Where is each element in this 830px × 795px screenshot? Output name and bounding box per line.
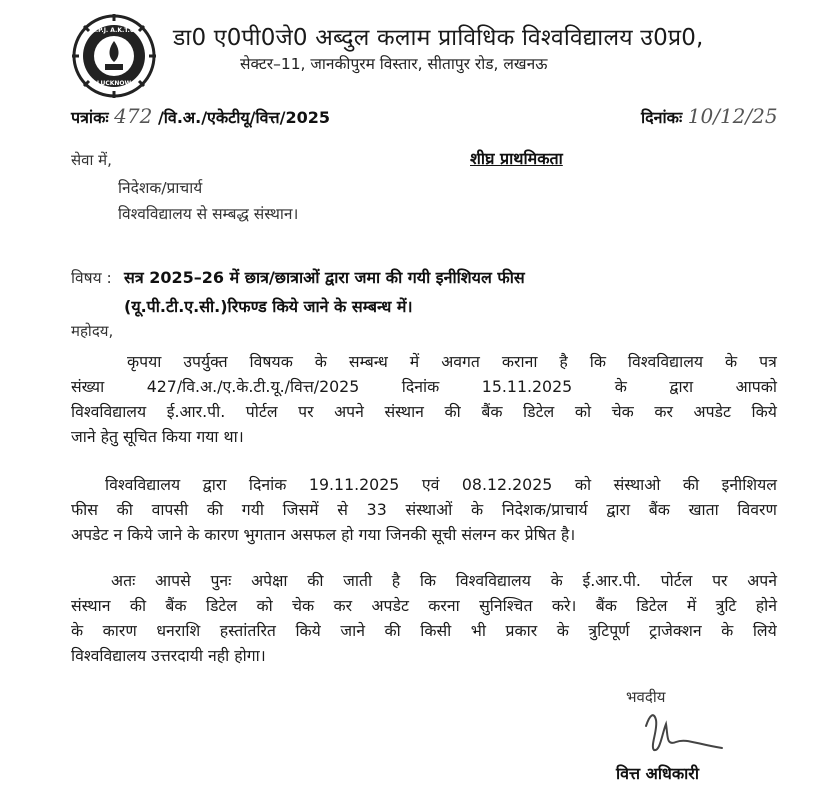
signatory-designation: वित्त अधिकारी [616, 764, 699, 783]
paragraph-word: अपडेट [371, 596, 409, 615]
paragraph-line [71, 593, 777, 618]
paragraph-word: 19.11.2025 [308, 475, 400, 494]
paragraph-word: चेक [292, 596, 315, 615]
svg-text:LUCKNOW: LUCKNOW [96, 80, 132, 87]
paragraph-word: होने [755, 596, 777, 615]
paragraph-word: पोर्टल [245, 402, 278, 421]
paragraph-word: करे। [551, 596, 577, 615]
paragraph-word: के [614, 377, 627, 396]
paragraph-word: है [391, 571, 401, 590]
paragraph-line [71, 568, 777, 593]
paragraph-word: में [686, 596, 697, 615]
date-label: दिनांकः [641, 108, 683, 127]
paragraph-word: किये [751, 402, 777, 421]
paragraph-word: अपने [747, 571, 777, 590]
paragraph-word: 33 [366, 500, 387, 519]
paragraph-word: वापसी [151, 500, 189, 519]
paragraph-word: से [337, 500, 348, 519]
paragraph-word: के [721, 621, 734, 640]
paragraph-word: है [559, 352, 568, 371]
paragraph-word: संस्थाओ [613, 475, 661, 494]
paragraph-word: में [409, 352, 420, 371]
handwritten-date: 10/12/25 [687, 104, 778, 128]
body-paragraph-1 [71, 349, 777, 449]
paragraph-word: सुनिश्चित [479, 596, 533, 615]
paragraph-word: दिनांक [248, 475, 287, 494]
paragraph-word: अतः [111, 571, 136, 590]
body-paragraph-2 [71, 472, 777, 547]
paragraph-word: कि [589, 352, 606, 371]
paragraph-word: उपर्युक्त [183, 352, 228, 371]
paragraph-word: की [384, 621, 401, 640]
paragraph-word: फीस [71, 500, 98, 519]
paragraph-word: किये [295, 621, 321, 640]
paragraph-word: विश्वविद्यालय [455, 571, 531, 590]
paragraph-word: की [116, 500, 133, 519]
paragraph-word: भी [470, 621, 486, 640]
body-paragraph-3 [71, 568, 777, 668]
paragraph-word: की [129, 596, 147, 615]
paragraph-word: गयी [241, 500, 264, 519]
handwritten-reference-no: 472 [114, 104, 153, 128]
addressee-seva: सेवा में, [71, 151, 112, 169]
paragraph-word: के [725, 352, 738, 371]
paragraph-word: दिनांक [401, 377, 440, 396]
paragraph-line [71, 374, 777, 399]
paragraph-word: पोर्टल [660, 571, 693, 590]
paragraph-word: कराना [501, 352, 538, 371]
paragraph-word: 15.11.2025 [481, 377, 573, 396]
signature-image [636, 706, 726, 756]
paragraph-word: के [470, 500, 484, 519]
svg-text:A.P.J. A.K.T.U.: A.P.J. A.K.T.U. [91, 27, 137, 34]
paragraph-word: विश्वविद्यालय [105, 475, 181, 494]
paragraph-word: बैंक [595, 596, 617, 615]
paragraph-word: अपेक्षा [251, 571, 288, 590]
paragraph-word: विश्वविद्यालय [627, 352, 704, 371]
paragraph-word: विषयक [249, 352, 293, 371]
paragraph-word: ई.आर.पी. [582, 571, 641, 590]
reference-number [71, 104, 330, 128]
paragraph-word: पुनः [210, 571, 232, 590]
paragraph-line [71, 399, 777, 424]
paragraph-line [71, 497, 777, 522]
paragraph-word: कि [419, 571, 437, 590]
paragraph-word: के [71, 621, 84, 640]
university-address: सेक्टर–11, जानकीपुरम विस्तार, सीतापुर रोड, लखनऊ [240, 55, 548, 73]
paragraph-word: त्रुटि [715, 596, 737, 615]
paragraph-word: की [307, 571, 324, 590]
paragraph-word: द्वारा [606, 500, 631, 519]
paragraph-word: खाता [688, 500, 719, 519]
paragraph-word: ई.आर.पी. [166, 402, 226, 421]
paragraph-word: संस्थाओं [405, 500, 453, 519]
paragraph-word: द्वारा [202, 475, 227, 494]
paragraph-word: 427/वि.अ./ए.के.टी.यू./वित्त/2025 [146, 377, 360, 396]
paragraph-word: के [556, 621, 569, 640]
paragraph-word: कृपया [127, 352, 162, 371]
paragraph-word: करना [428, 596, 460, 615]
paragraph-word: को [574, 475, 592, 494]
addressee-line-1: निदेशक/प्राचार्य [118, 179, 203, 197]
subject-line-1: सत्र 2025–26 में छात्र/छात्राओं द्वारा जमा की गयी इनीशियल फीस [124, 268, 525, 287]
addressee-line-2: विश्वविद्यालय से सम्बद्ध संस्थान। [118, 205, 299, 223]
paragraph-word: किसी [420, 621, 452, 640]
paragraph-word: की [206, 500, 224, 519]
paragraph-word: अपडेट [693, 402, 731, 421]
priority-heading: शीघ्र प्राथमिकता [470, 149, 563, 168]
paragraph-word: डिटेल [636, 596, 668, 615]
paragraph-word: संस्थान [384, 402, 424, 421]
paragraph-word: की [444, 402, 461, 421]
letter-date [641, 104, 778, 128]
paragraph-word: द्वारा [669, 377, 694, 396]
paragraph-word: ट्राजेक्शन [649, 621, 702, 640]
reference-suffix: /वि.अ./एकेटीयू/वित्त/2025 [157, 108, 330, 127]
paragraph-last-line: जाने हेतु सूचित किया गया था। [71, 427, 244, 446]
paragraph-word: धनराशि [156, 621, 201, 640]
paragraph-word: विवरण [737, 500, 777, 519]
subject-label: विषय : [71, 269, 112, 287]
paragraph-word: संस्थान [71, 596, 111, 615]
paragraph-word: निदेशक/प्राचार्य [501, 500, 588, 519]
paragraph-word: बैंक [648, 500, 670, 519]
paragraph-word: की [682, 475, 700, 494]
paragraph-word: हस्तांतरित [219, 621, 276, 640]
paragraph-word: पर [298, 402, 314, 421]
paragraph-line [71, 349, 777, 374]
university-logo [72, 14, 156, 98]
subject-line-2: (यू.पी.टी.ए.सी.)रिफण्ड किये जाने के सम्बन्ध में। [124, 297, 413, 316]
paragraph-word: कर [654, 402, 673, 421]
reference-label: पत्रांकः [71, 108, 109, 127]
paragraph-last-line: विश्वविद्यालय उत्तरदायी नही होगा। [71, 646, 266, 665]
paragraph-word: जाने [340, 621, 365, 640]
paragraph-word: के [314, 352, 327, 371]
paragraph-word: जिसमें [282, 500, 319, 519]
university-name: डा0 ए0पी0जे0 अब्दुल कलाम प्राविधिक विश्वविद्यालय उ0प्र0, [173, 25, 704, 51]
paragraph-word: कर [333, 596, 353, 615]
paragraph-word: अवगत [441, 352, 480, 371]
paragraph-word: के [550, 571, 563, 590]
paragraph-word: कारण [102, 621, 137, 640]
paragraph-word: लिये [752, 621, 777, 640]
paragraph-word: प्रकार [505, 621, 538, 640]
paragraph-word: संख्या [71, 377, 105, 396]
paragraph-line [71, 618, 777, 643]
paragraph-word: आपको [735, 377, 777, 396]
closing-bhavdiya: भवदीय [626, 688, 666, 706]
paragraph-word: 08.12.2025 [461, 475, 553, 494]
paragraph-last-line: अपडेट न किये जाने के कारण भुगतान असफल हो गया जिनकी सूची संलग्न कर प्रेषित है। [71, 525, 576, 544]
paragraph-word: इनीशियल [721, 475, 777, 494]
paragraph-word: चेक [611, 402, 634, 421]
paragraph-word: पत्र [759, 352, 777, 371]
paragraph-word: त्रुटिपूर्ण [588, 621, 630, 640]
salutation: महोदय, [71, 322, 114, 340]
paragraph-word: एवं [421, 475, 440, 494]
paragraph-word: डिटेल [523, 402, 555, 421]
paragraph-word: डिटेल [205, 596, 238, 615]
paragraph-word: पर [712, 571, 728, 590]
paragraph-word: को [574, 402, 592, 421]
paragraph-line [71, 472, 777, 497]
paragraph-word: को [256, 596, 273, 615]
paragraph-word: बैंक [481, 402, 503, 421]
paragraph-word: सम्बन्ध [348, 352, 388, 371]
paragraph-word: आपसे [154, 571, 191, 590]
paragraph-word: जाती [343, 571, 373, 590]
paragraph-word: बैंक [165, 596, 187, 615]
paragraph-word: विश्वविद्यालय [71, 402, 147, 421]
paragraph-word: अपने [334, 402, 364, 421]
